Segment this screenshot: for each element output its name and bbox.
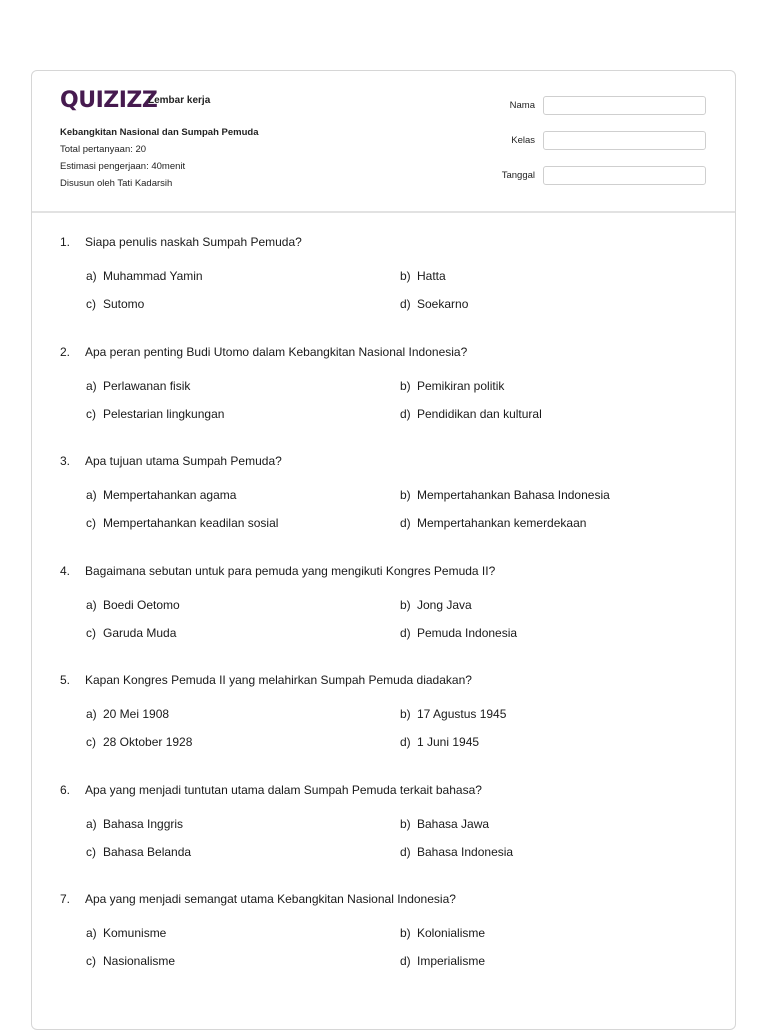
option-letter: a) bbox=[86, 379, 97, 393]
option-label: Imperialisme bbox=[417, 953, 486, 968]
question-text: Apa tujuan utama Sumpah Pemuda? bbox=[85, 454, 282, 468]
option-letter: c) bbox=[86, 734, 96, 749]
option-letter: a) bbox=[86, 817, 97, 831]
question-text: Kapan Kongres Pemuda II yang melahirkan Sumpah Pemuda diadakan? bbox=[85, 673, 472, 687]
name-field[interactable] bbox=[543, 96, 706, 115]
worksheet-title: Kebangkitan Nasional dan Sumpah Pemuda bbox=[60, 127, 259, 138]
option-label: 20 Mei 1908 bbox=[103, 707, 170, 721]
option-label: Kolonialisme bbox=[417, 926, 486, 940]
question-text: Apa yang menjadi semangat utama Kebangkitan Nasional Indonesia? bbox=[85, 892, 456, 906]
option-label: Mempertahankan keadilan sosial bbox=[103, 515, 279, 530]
option-label: Garuda Muda bbox=[103, 625, 177, 640]
author: Disusun oleh Tati Kadarsih bbox=[60, 178, 173, 189]
option-letter: d) bbox=[400, 625, 411, 640]
option-letter: d) bbox=[400, 734, 411, 749]
option-a[interactable] bbox=[86, 488, 236, 502]
question-text: Apa peran penting Budi Utomo dalam Kebangkitan Nasional Indonesia? bbox=[85, 345, 468, 359]
option-letter: a) bbox=[86, 707, 97, 721]
question-number: 4. bbox=[60, 564, 71, 578]
option-label: Boedi Oetomo bbox=[103, 598, 180, 612]
option-c[interactable] bbox=[86, 407, 224, 421]
option-letter: c) bbox=[86, 844, 96, 859]
option-c[interactable] bbox=[86, 954, 175, 968]
option-letter: b) bbox=[400, 379, 411, 393]
question-number: 3. bbox=[60, 454, 71, 468]
option-label: 17 Agustus 1945 bbox=[417, 707, 507, 721]
option-label: Pendidikan dan kultural bbox=[417, 406, 542, 421]
option-label: Pemuda Indonesia bbox=[417, 625, 518, 640]
question-number: 7. bbox=[60, 892, 71, 906]
time-estimate: Estimasi pengerjaan: 40menit bbox=[60, 161, 186, 172]
quizizz-logo: QUIZIZZ bbox=[60, 88, 158, 113]
option-letter: a) bbox=[86, 926, 97, 940]
class-label: Kelas bbox=[511, 135, 535, 146]
option-b[interactable] bbox=[400, 379, 504, 393]
option-label: Komunisme bbox=[103, 926, 167, 940]
option-letter: b) bbox=[400, 488, 411, 502]
option-a[interactable] bbox=[86, 379, 190, 393]
total-questions: Total pertanyaan: 20 bbox=[60, 144, 147, 155]
option-letter: d) bbox=[400, 844, 411, 859]
worksheet-header bbox=[32, 71, 735, 213]
option-letter: d) bbox=[400, 953, 411, 968]
option-d[interactable] bbox=[400, 954, 485, 968]
option-label: Mempertahankan Bahasa Indonesia bbox=[417, 488, 610, 502]
option-d[interactable] bbox=[400, 735, 479, 749]
option-label: Pelestarian lingkungan bbox=[103, 406, 225, 421]
option-label: Bahasa Inggris bbox=[103, 817, 184, 831]
option-label: Bahasa Jawa bbox=[417, 817, 490, 831]
option-letter: d) bbox=[400, 406, 411, 421]
option-label: Mempertahankan agama bbox=[103, 488, 237, 502]
option-letter: c) bbox=[86, 296, 96, 311]
question-number: 6. bbox=[60, 783, 71, 797]
option-label: Muhammad Yamin bbox=[103, 269, 203, 283]
option-a[interactable] bbox=[86, 269, 203, 283]
option-letter: a) bbox=[86, 488, 97, 502]
option-label: Soekarno bbox=[417, 296, 469, 311]
option-letter: c) bbox=[86, 625, 96, 640]
option-letter: c) bbox=[86, 406, 96, 421]
option-letter: a) bbox=[86, 269, 97, 283]
question-number: 5. bbox=[60, 673, 71, 687]
option-label: Perlawanan fisik bbox=[103, 379, 191, 393]
option-d[interactable] bbox=[400, 297, 468, 311]
option-letter: b) bbox=[400, 269, 411, 283]
class-field[interactable] bbox=[543, 131, 706, 150]
option-label: Bahasa Belanda bbox=[103, 844, 192, 859]
date-field[interactable] bbox=[543, 166, 706, 185]
worksheet-label: Lembar kerja bbox=[148, 95, 211, 106]
option-a[interactable] bbox=[86, 817, 183, 831]
option-b[interactable] bbox=[400, 488, 610, 502]
option-a[interactable] bbox=[86, 707, 169, 721]
option-label: Mempertahankan kemerdekaan bbox=[417, 515, 587, 530]
option-b[interactable] bbox=[400, 598, 472, 612]
option-letter: a) bbox=[86, 598, 97, 612]
option-letter: b) bbox=[400, 707, 411, 721]
question-number: 2. bbox=[60, 345, 71, 359]
option-letter: b) bbox=[400, 598, 411, 612]
option-label: Pemikiran politik bbox=[417, 379, 505, 393]
option-label: 1 Juni 1945 bbox=[417, 734, 480, 749]
option-d[interactable] bbox=[400, 626, 517, 640]
option-letter: c) bbox=[86, 515, 96, 530]
option-letter: d) bbox=[400, 296, 411, 311]
worksheet bbox=[31, 70, 736, 1030]
option-c[interactable] bbox=[86, 626, 176, 640]
option-a[interactable] bbox=[86, 926, 166, 940]
name-label: Nama bbox=[509, 100, 535, 111]
option-b[interactable] bbox=[400, 707, 506, 721]
option-a[interactable] bbox=[86, 598, 180, 612]
question-text: Siapa penulis naskah Sumpah Pemuda? bbox=[85, 235, 302, 249]
option-label: Sutomo bbox=[103, 296, 145, 311]
option-label: Nasionalisme bbox=[103, 953, 176, 968]
option-c[interactable] bbox=[86, 297, 144, 311]
option-c[interactable] bbox=[86, 735, 192, 749]
date-label: Tanggal bbox=[501, 170, 535, 181]
option-letter: d) bbox=[400, 515, 411, 530]
option-d[interactable] bbox=[400, 407, 542, 421]
option-c[interactable] bbox=[86, 516, 278, 530]
option-letter: b) bbox=[400, 926, 411, 940]
option-c[interactable] bbox=[86, 845, 191, 859]
option-label: Hatta bbox=[417, 269, 446, 283]
option-b[interactable] bbox=[400, 926, 485, 940]
question-text: Apa yang menjadi tuntutan utama dalam Sumpah Pemuda terkait bahasa? bbox=[85, 783, 482, 797]
question-number: 1. bbox=[60, 235, 71, 249]
question-text: Bagaimana sebutan untuk para pemuda yang mengikuti Kongres Pemuda II? bbox=[85, 564, 496, 578]
option-d[interactable] bbox=[400, 845, 513, 859]
option-label: Bahasa Indonesia bbox=[417, 844, 514, 859]
option-label: Jong Java bbox=[417, 598, 472, 612]
option-b[interactable] bbox=[400, 817, 489, 831]
option-label: 28 Oktober 1928 bbox=[103, 734, 193, 749]
option-letter: b) bbox=[400, 817, 411, 831]
option-letter: c) bbox=[86, 953, 96, 968]
option-b[interactable] bbox=[400, 269, 446, 283]
option-d[interactable] bbox=[400, 516, 586, 530]
